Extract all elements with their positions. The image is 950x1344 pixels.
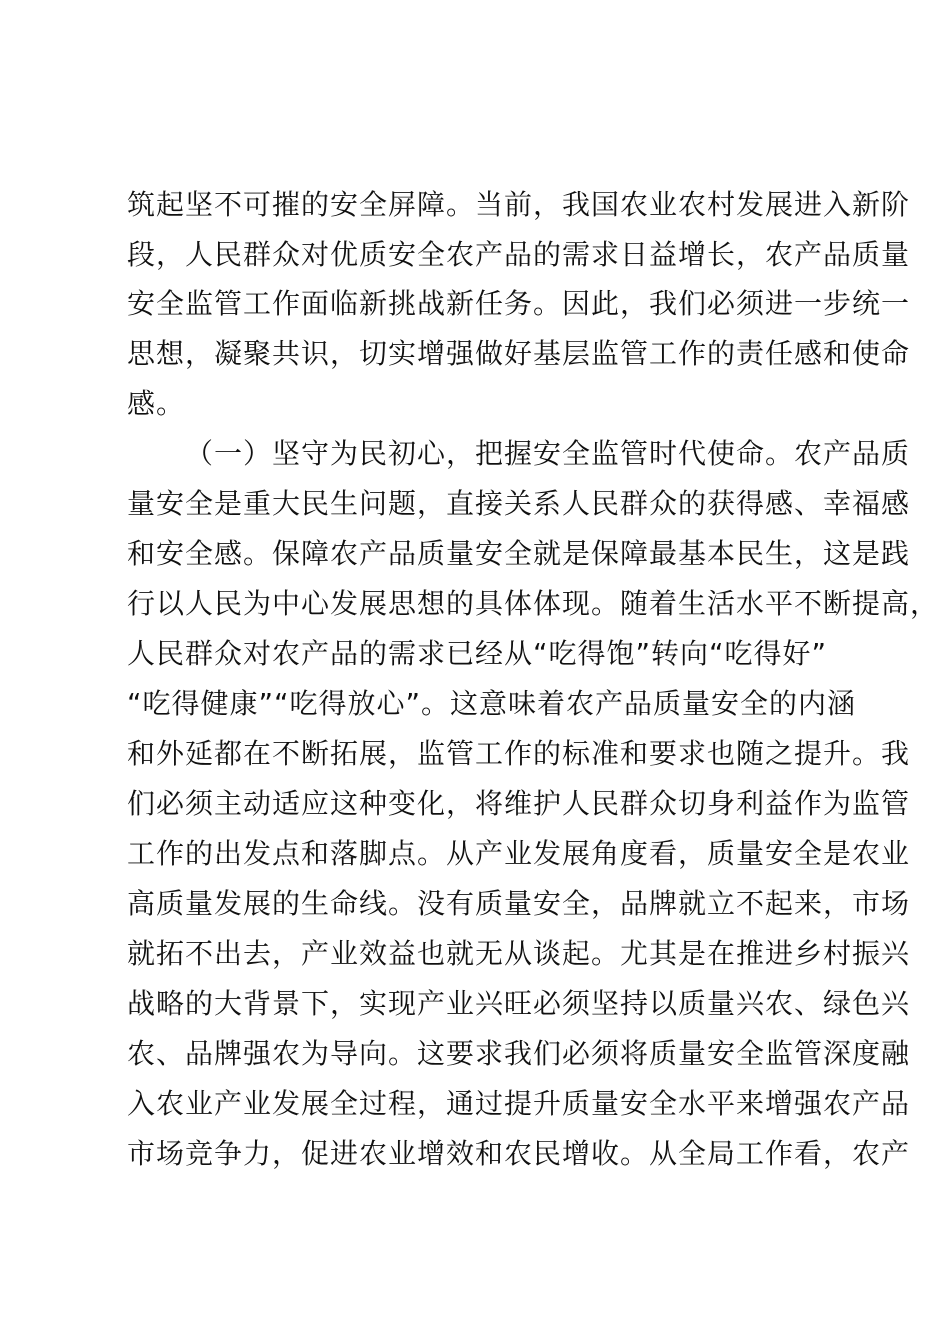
- text-line: 入农业产业发展全过程，通过提升质量安全水平来增强农产品: [127, 1087, 911, 1120]
- text-line: 和外延都在不断拓展，监管工作的标准和要求也随之提升。我: [127, 737, 911, 770]
- text-line: 市场竞争力，促进农业增效和农民增收。从全局工作看，农产: [127, 1137, 911, 1170]
- text-line: 工作的出发点和落脚点。从产业发展角度看，质量安全是农业: [127, 837, 911, 870]
- text-line: 人民群众对农产品的需求已经从“吃得饱”转向“吃得好”: [127, 637, 828, 670]
- text-line: 就拓不出去，产业效益也就无从谈起。尤其是在推进乡村振兴: [127, 937, 911, 970]
- text-line: “吃得健康”“吃得放心”。这意味着农产品质量安全的内涵: [127, 687, 857, 720]
- text-line: 筑起坚不可摧的安全屏障。当前，我国农业农村发展进入新阶: [127, 188, 911, 221]
- text-line: 量安全是重大民生问题，直接关系人民群众的获得感、幸福感: [127, 487, 911, 520]
- text-line: 思想，凝聚共识，切实增强做好基层监管工作的责任感和使命: [127, 337, 911, 370]
- text-line: 战略的大背景下，实现产业兴旺必须坚持以质量兴农、绿色兴: [127, 987, 911, 1020]
- section-heading-line: （一）坚守为民初心，把握安全监管时代使命。农产品质: [185, 437, 911, 470]
- text-line: 们必须主动适应这种变化，将维护人民群众切身利益作为监管: [127, 787, 911, 820]
- text-line: 和安全感。保障农产品质量安全就是保障最基本民生，这是践: [127, 537, 911, 570]
- text-line: 行以人民为中心发展思想的具体体现。随着生活水平不断提高，: [127, 587, 940, 620]
- text-line: 安全监管工作面临新挑战新任务。因此，我们必须进一步统一: [127, 287, 911, 320]
- text-line: 高质量发展的生命线。没有质量安全，品牌就立不起来，市场: [127, 887, 911, 920]
- text-line: 农、品牌强农为导向。这要求我们必须将质量安全监管深度融: [127, 1037, 911, 1070]
- text-line: 段，人民群众对优质安全农产品的需求日益增长，农产品质量: [127, 238, 911, 271]
- text-line: 感。: [127, 387, 186, 420]
